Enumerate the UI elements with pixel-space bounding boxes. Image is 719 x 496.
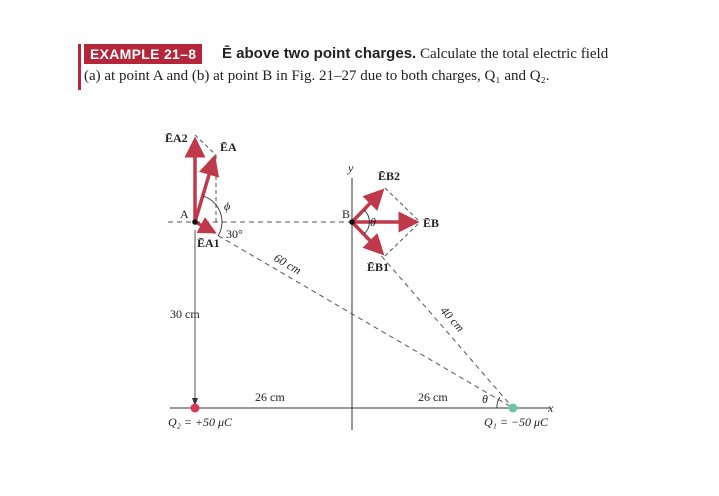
dash-a-to-q1 — [195, 222, 513, 408]
example-title-bold: Ē above two point charges. — [222, 45, 417, 62]
label-eb1: ĒB1 — [367, 260, 390, 274]
label-q2: Q₂ = +50 μC — [168, 415, 233, 429]
label-30cm: 30 cm — [170, 307, 200, 321]
label-ea1: ĒA1 — [197, 236, 220, 250]
arc-phi — [203, 196, 222, 222]
arrow-ea1 — [195, 222, 214, 232]
example-label: EXAMPLE 21–8 — [84, 44, 202, 64]
point-a-dot — [192, 219, 198, 225]
point-b-dot — [349, 219, 355, 225]
dash-eb-lower — [385, 222, 420, 256]
label-point-b: B — [342, 207, 351, 221]
example-title-rest: Calculate the total electric field — [416, 46, 609, 62]
arrow-eb1 — [352, 222, 382, 253]
label-phi: ϕ — [224, 199, 231, 213]
y-axis-label: y — [348, 161, 354, 175]
x-axis-label: x — [548, 401, 554, 415]
label-30deg: 30° — [226, 227, 243, 241]
dash-ea-parallelogram — [195, 135, 216, 155]
label-eb2: ĒB2 — [378, 169, 401, 183]
label-point-a: A — [180, 207, 189, 221]
label-q1: Q₁ = −50 μC — [484, 415, 549, 429]
label-eb: ĒB — [423, 216, 440, 230]
arrow-eb2 — [352, 191, 382, 222]
label-60cm: 60 cm — [271, 250, 304, 278]
label-40cm: 40 cm — [437, 303, 468, 335]
example-body: (a) at point A and (b) at point B in Fig. 21–27 due to both charges, Q₁ and Q₂. — [84, 68, 550, 84]
charge-q1 — [509, 404, 518, 413]
arc-30deg — [218, 222, 222, 236]
label-theta-q1: θ — [482, 392, 488, 406]
dash-b-to-q1 — [352, 222, 513, 408]
arc-theta-q1 — [497, 397, 500, 408]
label-ea: ĒA — [220, 140, 237, 154]
arrow-ea — [195, 158, 214, 222]
label-ea2: ĒA2 — [165, 131, 188, 145]
dash-eb-upper — [385, 188, 420, 222]
label-26cm-left: 26 cm — [255, 390, 285, 404]
charge-q2 — [191, 404, 200, 413]
label-theta-b: θ — [370, 215, 376, 229]
label-26cm-right: 26 cm — [418, 390, 448, 404]
